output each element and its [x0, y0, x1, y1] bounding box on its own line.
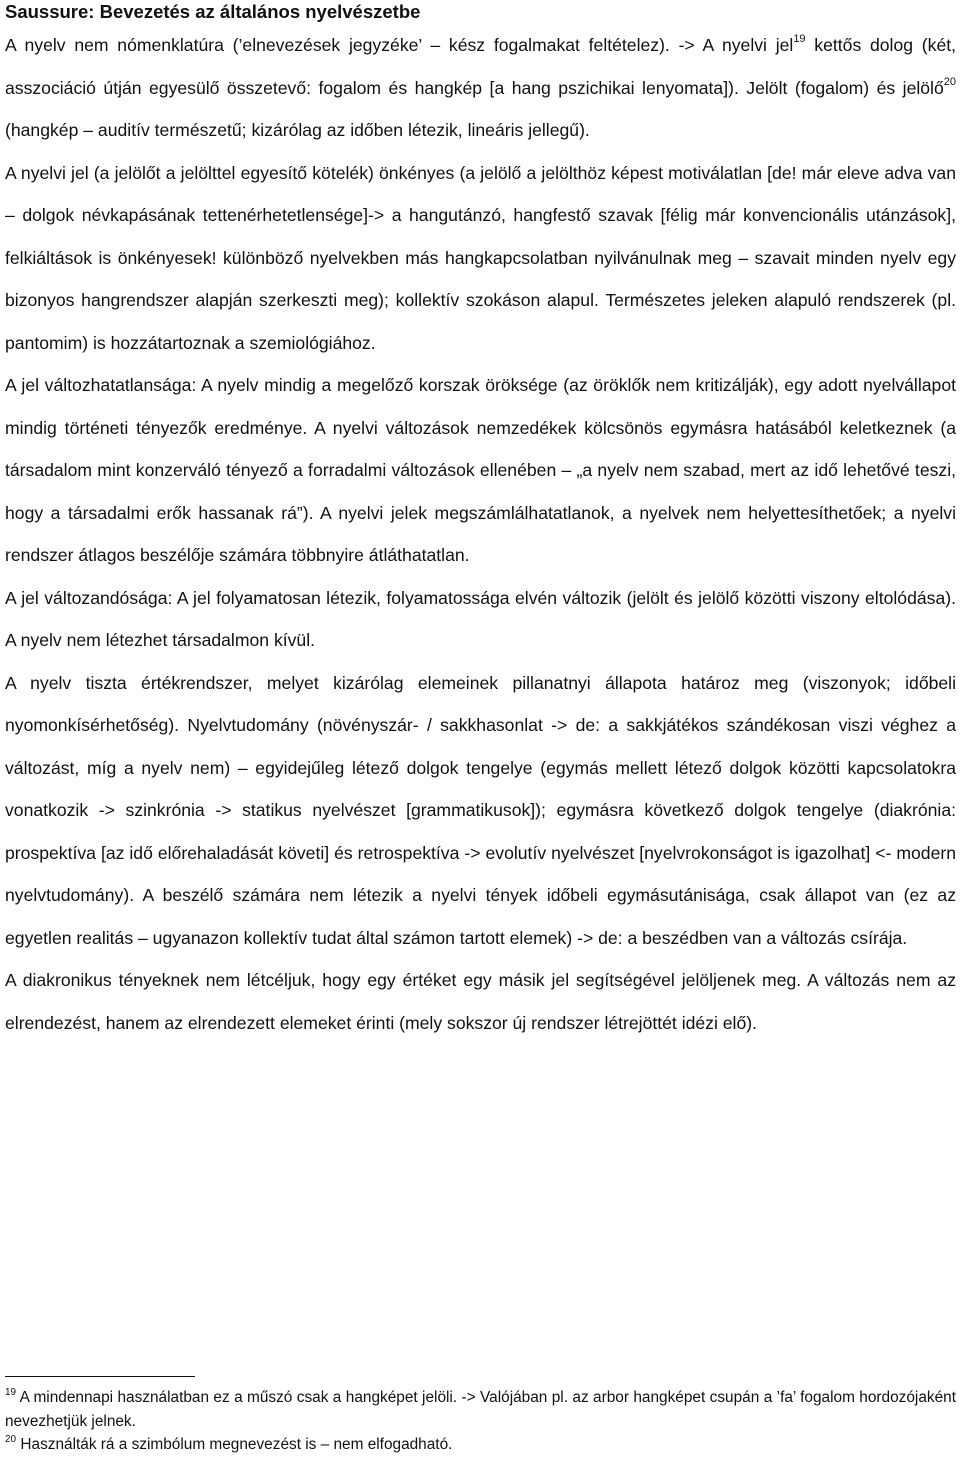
footnote-19 — [5, 1386, 956, 1433]
paragraph-immutability: A jel változhatatlansága: A nyelv mindig a megelőző korszak öröksége (az öröklők nem kritizálják), egy adott nyelvállapot mindig történeti tényezők eredménye. A nyelvi változások nemzedékek kölcsönös egymásra hatásából keletkeznek (a társadalom mint konzerváló tényező a forradalmi változások ellenében – „a nyelv nem szabad, mert az idő lehetővé teszi, hogy a társadalmi erők hassanak rá”). A nyelvi jelek megszámlálhatatlanok, a nyelvek nem helyettesíthetőek; a nyelvi rendszer átlagos beszélője számára többnyire átláthatatlan. — [5, 375, 956, 565]
paragraph-text: (hangkép – auditív természetű; kizárólag az időben létezik, lineáris jellegű). — [5, 120, 590, 140]
footnote-20 — [5, 1433, 956, 1457]
paragraph-nomenclature — [5, 24, 956, 152]
paragraph-value-system: A nyelv tiszta értékrendszer, melyet kizárólag elemeinek pillanatnyi állapota határoz meg (viszonyok; időbeli nyomonkísérhetőség). Nyelvtudomány (növényszár- / sakkhasonlat -> de: a sakkjátékos szándékosan viszi véghez a változást, míg a nyelv nem) – egyidejűleg létező dolgok tengelye (egymás mellett létező dolgok közötti kapcsolatokra vonatkozik -> szinkrónia -> statikus nyelvészet [grammatikusok]); egymásra következő dolgok tengelye (diakrónia: prospektíva [az idő előrehaladását követi] és retrospektíva -> evolutív nyelvészet [nyelvrokonságot is igazolhat] <- modern nyelvtudomány). A beszélő számára nem létezik a nyelvi tények időbeli egymásutánisága, csak állapot van (ez az egyetlen realitás – ugyanazon kollektív tudat által számon tartott elemek) -> de: a beszédben van a változás csírája. — [5, 672, 956, 948]
paragraph-text: kettős dolog (két, asszociáció útján egyesülő összetevő: fogalom és hangkép [a hang pszichikai lenyomata]). Jelölt (fogalom) és jelölő — [5, 35, 957, 98]
paragraph-diachronic-facts: A diakronikus tényeknek nem létcéljuk, hogy egy értéket egy másik jel segítségével jelöljenek meg. A változás nem az elrendezést, hanem az elrendezett elemeket érinti (mely sokszor új rendszer létrejöttét idézi elő). — [5, 970, 956, 1033]
document-title: Saussure: Bevezetés az általános nyelvészetbe — [5, 1, 421, 22]
footnote-ref-19[interactable]: 19 — [793, 33, 806, 45]
footnote-number: 19 — [5, 1387, 17, 1398]
footnote-separator — [5, 1376, 195, 1377]
paragraph-arbitrariness: A nyelvi jel (a jelölőt a jelölttel egyesítő kötelék) önkényes (a jelölő a jelölthöz képest motiválatlan [de! már eleve adva van – dolgok névkapásának tettenérhetetlensége]-> a hangutánzó, hangfestő szavak [félig már konvencionális utánzások], felkiáltások is önkényesek! különböző nyelvekben más hangkapcsolatban nyilvánulnak meg – szavait minden nyelv egy bizonyos hangrendszer alapján szerkeszti meg); kollektív szokáson alapul. Természetes jeleken alapuló rendszerek (pl. pantomim) is hozzátartoznak a szemiológiához. — [5, 162, 956, 353]
paragraph-mutability: A jel változandósága: A jel folyamatosan létezik, folyamatossága elvén változik (jelölt és jelölő közötti viszony eltolódása). A nyelv nem létezhet társadalmon kívül. — [5, 587, 956, 650]
footnote-text: A mindennapi használatban ez a műszó csak a hangképet jelöli. -> Valójában pl. az arbor hangképet csupán a ’fa’ fogalom hordozójaként nevezhetjük jelnek. — [5, 1389, 956, 1430]
footnote-ref-20[interactable]: 20 — [943, 75, 956, 88]
document-page — [5, 0, 956, 1044]
footnote-text: Használták rá a szimbólum megnevezést is – nem elfogadható. — [16, 1436, 453, 1453]
document-body — [5, 24, 956, 1044]
paragraph-text: A nyelv nem nómenklatúra (’elnevezések jegyzéke’ – kész fogalmakat feltételez). -> A nyelvi jel — [5, 35, 794, 55]
footnote-number: 20 — [5, 1434, 17, 1445]
footnotes — [5, 1386, 956, 1457]
